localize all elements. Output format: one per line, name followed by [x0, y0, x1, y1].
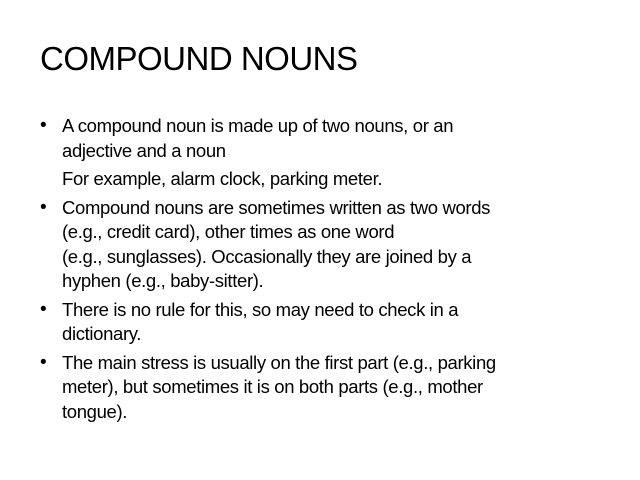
bullet-text-line: The main stress is usually on the first part (e.g., parking: [62, 351, 496, 373]
bullet-text-line: There is no rule for this, so may need to check in a: [62, 298, 459, 320]
bullet-text-line: Compound nouns are sometimes written as two words: [62, 196, 491, 218]
bullet-item: [40, 298, 620, 347]
bullet-icon: •: [40, 115, 47, 136]
bullet-item: [40, 196, 620, 294]
bullet-text-line: adjective and a noun: [62, 139, 226, 161]
slide-body: [40, 114, 620, 428]
bullet-icon: •: [40, 351, 47, 373]
bullet-item: [40, 351, 620, 425]
bullet-icon: •: [40, 298, 47, 320]
example-line: For example, alarm clock, parking meter.: [62, 168, 383, 189]
bullet-icon: •: [40, 196, 47, 218]
bullet-text-line: dictionary.: [62, 323, 142, 344]
bullet-text-line: tongue).: [62, 400, 128, 422]
example-text: [40, 167, 620, 192]
bullet-item: [40, 114, 620, 163]
bullet-text-line: A compound noun is made up of two nouns, or an: [62, 115, 454, 136]
slide-title: COMPOUND NOUNS: [40, 40, 358, 77]
bullet-text-line: (e.g., credit card), other times as one word: [62, 221, 395, 242]
bullet-text-line: (e.g., sunglasses). Occasionally they are joined by a: [62, 245, 472, 267]
bullet-text-line: meter), but sometimes it is on both parts (e.g., mother: [62, 376, 483, 397]
bullet-text-line: hyphen (e.g., baby-sitter).: [62, 270, 264, 291]
